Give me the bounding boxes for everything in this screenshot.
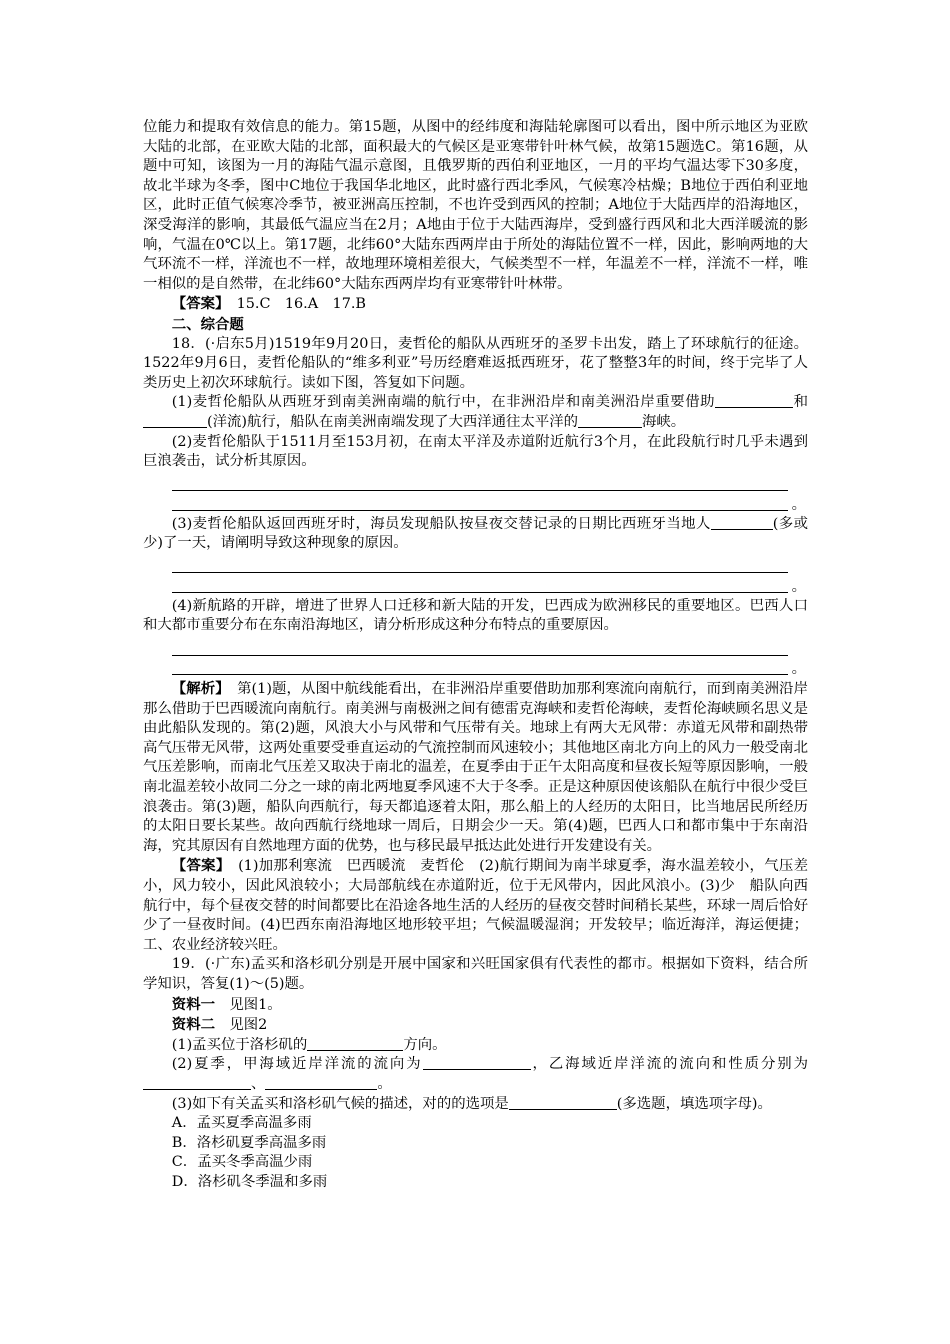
section-heading: 二、综合题 <box>171 315 244 333</box>
option-b: B．洛杉矶夏季高温多雨 <box>171 1134 327 1151</box>
option-c: C．孟买冬季高温少雨 <box>171 1154 313 1171</box>
q18-3-text-b: (多或少)了一天，请阐明导致这种现象的原因。 <box>143 515 808 552</box>
answer-line[interactable] <box>172 636 788 656</box>
document-page <box>143 118 808 1193</box>
q19-1-text-b: 方向。 <box>403 1036 447 1053</box>
answer-blank[interactable] <box>715 393 793 408</box>
answer-15-17 <box>143 294 808 315</box>
q19-3-text-a: (3)如下有关孟买和洛杉矶气候的描述，对的的选项是 <box>171 1095 509 1112</box>
answer-line[interactable] <box>172 573 788 593</box>
question-19-stem: 19．(·广东)孟买和洛杉矶分别是开展中国家和兴旺国家俱有代表性的都市。根据如下资料，结合所学知识，答复(1)～(5)题。 <box>143 956 808 992</box>
q19-2-text-b: ，乙海域近岸洋流的流向和性质分别为 <box>530 1056 808 1073</box>
answer-blank[interactable] <box>423 1055 531 1070</box>
answer-line[interactable] <box>172 554 788 574</box>
analysis-text: 第(1)题，从图中航线能看出，在非洲沿岸重要借助加那利寒流向南航行，而到南美洲沿岸那么借助于巴西暖流向南航行。南美洲与南极洲之间有德雷克海峡和麦哲伦海峡，麦哲伦海峡顾名思义是由此船队发现的。第(2)题，风浪大小与风带和气压带有关。地球上有两大无风带：赤道无风带和副热带高气压带无风带，这两处重要受垂直运动的气流控制而风速较小；其他地区南北方向上的风力一般受南北气压差影响，而南北气压差又取决于南北的温差，在夏季由于正午太阳高度和昼夜长短等原因影响，一般南北温差较小故同二分之一球的南北两地夏季风速不大于冬季。正是这种原因使该船队在航行中很少受巨浪袭击。第(3)题，船队向西航行，每天都追逐着太阳，那么船上的人经历的太阳日，比当地居民所经历的太阳日要长某些。故向西航行绕地球一周后，日期会少一天。第(4)题，巴西人口和都市集中于东南沿海，究其原因有自然地理方面的优势，也与移民最早抵达此处进行开发建设有关。 <box>143 681 808 854</box>
material-2 <box>143 1015 808 1036</box>
answer-label: 【答案】 <box>171 857 224 875</box>
answer-label: 【答案】 <box>171 295 223 313</box>
q19-1-text-a: (1)孟买位于洛杉矶的 <box>171 1036 308 1053</box>
question-18-2: (2)麦哲伦船队于1511月至153月初，在南太平洋及赤道附近航行3个月，在此段航行时几乎未遇到巨浪袭击，试分析其原因。 <box>143 433 808 470</box>
material-text: 见图1。 <box>214 996 282 1013</box>
question-18-stem: 18．(·启东5月)1519年9月20日，麦哲伦的船队从西班牙的圣罗卡出发，踏上了环球航行的征途。1522年9月6日，麦哲伦船队的“维多利亚”号历经磨难返抵西班牙，花了整整3年的时间，终于完毕了人类历史上初次环球航行。读如下图，答复如下问题。 <box>143 335 808 391</box>
q18-1-text-d: 海峡。 <box>642 413 686 430</box>
answer-blank[interactable] <box>143 413 207 428</box>
analysis-18 <box>143 679 808 856</box>
answer-18 <box>143 856 808 955</box>
option-a: A．孟买夏季高温多雨 <box>171 1115 312 1132</box>
question-18-3 <box>143 515 808 554</box>
answer-line[interactable] <box>172 656 788 676</box>
material-1 <box>143 995 808 1016</box>
q18-1-text-c: (洋流)航行，船队在南美洲南端发现了大西洋通往太平洋的 <box>207 413 578 430</box>
analysis-continuation: 位能力和提取有效信息的能力。第15题，从图中的经纬度和海陆轮廓图可以看出，图中所示地区为亚欧大陆的北部，在亚欧大陆的北部，面积最大的气候区是亚寒带针叶林气候，故第15题选C。第16题，从题中可知，该图为一月的海陆气温示意图，且俄罗斯的西伯利亚地区，一月的平均气温达零下30多度，故北半球为冬季，图中C地位于我国华北地区，此时盛行西北季风，气候寒冷枯燥；B地位于西伯利亚地区，此时正值气候寒冷季节，被亚洲高压控制，不也许受到西风的控制；A地位于大陆西岸的沿海地区，深受海洋的影响，其最低气温应当在2月；A地由于位于大陆西海岸，受到盛行西风和北大西洋暖流的影响，气温在0℃以上。第17题，北纬60°大陆东西两岸由于所处的海陆位置不一样，因此，影响两地的大气环流不一样，洋流也不一样，故地理环境相差很大，气候类型不一样，年温差不一样，洋流不一样，唯一相似的是自然带，在北纬60°大陆东西两岸均有亚寒带针叶林带。 <box>143 119 808 292</box>
answer-blank[interactable] <box>711 515 773 530</box>
q19-2-text-d: 。 <box>377 1075 392 1092</box>
material-label: 资料一 <box>171 995 215 1013</box>
answer-line[interactable] <box>172 491 788 511</box>
material-label: 资料二 <box>171 1016 215 1034</box>
answer-text: (1)加那利寒流 巴西暖流 麦哲伦 (2)航行期间为南半球夏季，海水温差较小，气压差小，风力较小，因此风浪较小；大局部航线在赤道附近，位于无风带内，因此风浪小。(3)少 船队向西航行中，每个昼夜交替的时间都要比在沿途各地生活的人经历的昼夜交替时间稍长某些，环球一周后恰好少了一昼夜时间。(4)巴西东南沿海地区地形较平坦；气候温暖湿润；开发较早；临近海洋，海运便捷；工、农业经济较兴旺。 <box>143 858 808 953</box>
answer-blank[interactable] <box>578 413 642 428</box>
answer-blank[interactable] <box>265 1075 377 1090</box>
answer-blank[interactable] <box>509 1095 617 1110</box>
q18-1-text-b: 和 <box>793 394 808 411</box>
question-18-4: (4)新航路的开辟，增进了世界人口迁移和新大陆的开发，巴西成为欧洲移民的重要地区。巴西人口和大都市重要分布在东南沿海地区，请分析形成这种分布特点的重要原因。 <box>143 597 808 634</box>
question-19-3 <box>143 1095 808 1115</box>
q19-2-text-c: 、 <box>251 1075 266 1092</box>
q18-3-text-a: (3)麦哲伦船队返回西班牙时，海员发现船队按昼夜交替记录的日期比西班牙当地人 <box>171 515 711 532</box>
answer-blank[interactable] <box>143 1075 251 1090</box>
material-text: 见图2 <box>214 1017 268 1034</box>
q18-1-text-a: (1)麦哲伦船队从西班牙到南美洲南端的航行中，在非洲沿岸和南美洲沿岸重要借助 <box>171 394 716 411</box>
q19-3-text-b: (多选题，填选项字母)。 <box>616 1095 772 1112</box>
answer-text: 15.C 16.A 17.B <box>236 296 366 313</box>
answer-line[interactable] <box>172 472 788 492</box>
question-18-1 <box>143 393 808 432</box>
q19-2-text-a: (2)夏季，甲海域近岸洋流的流向为 <box>171 1056 423 1073</box>
answer-blank[interactable] <box>307 1036 403 1051</box>
option-d: D．洛杉矶冬季温和多雨 <box>171 1173 328 1190</box>
question-19-2 <box>143 1055 808 1094</box>
question-19-1 <box>143 1036 808 1056</box>
analysis-label: 【解析】 <box>171 680 223 698</box>
